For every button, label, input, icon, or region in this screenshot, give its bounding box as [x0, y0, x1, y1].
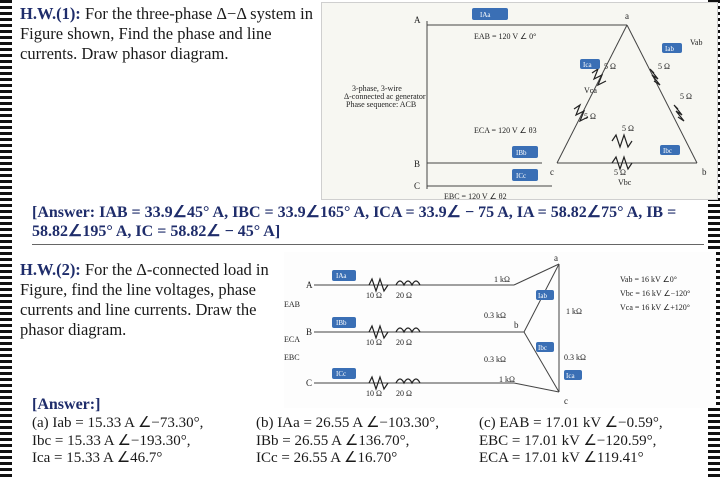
fig2-current-Iab: Iab	[538, 292, 547, 300]
fig2-source-EBC: EBC	[284, 353, 300, 362]
answer-2-part-a	[32, 415, 267, 468]
answer-2c-line-3: ECA = 17.01 kV ∠119.41°	[479, 450, 644, 466]
left-page-border	[0, 0, 12, 477]
fig2-current-IAa: IAa	[336, 272, 347, 280]
fig2-line-x-C: 20 Ω	[396, 389, 412, 398]
answer-2b-line-3: ICc = 26.55 A ∠16.70°	[256, 450, 398, 466]
fig1-res-1: 5 Ω	[604, 62, 616, 71]
fig1-current-Iab: Iab	[665, 45, 674, 53]
fig1-res-5: 5 Ω	[614, 168, 626, 177]
fig1-source-ECA: ECA = 120 V ∠ θ3	[474, 126, 537, 135]
fig2-load-r3: 1 kΩ	[499, 375, 515, 384]
fig1-voltage-Vbc: Vbc	[618, 178, 632, 187]
answer-2c-line-1: (c) EAB = 17.01 kV ∠−0.59°,	[479, 415, 663, 431]
answer-2b-line-2: IBb = 26.55 A ∠136.70°,	[256, 432, 410, 449]
answer-2-part-c	[479, 415, 719, 468]
fig2-line-r-A: 10 Ω	[366, 291, 382, 300]
fig1-generator-label: 3-phase, 3-wire Δ-connected ac generator Phase sequence: ACB	[344, 84, 426, 109]
answer-2c-line-2: EBC = 17.01 kV ∠−120.59°,	[479, 432, 657, 449]
fig2-load-r2: 1 kΩ	[566, 307, 582, 316]
homework-1-text: For the three-phase Δ−Δ system in Figure shown, Find the phase and line currents. Draw phasor diagram.	[20, 4, 313, 63]
fig2-current-ICc: ICc	[336, 370, 347, 378]
answer-2a-line-1: (a) Iab = 15.33 A ∠−73.30°,	[32, 415, 204, 431]
fig2-load-x3: 0.3 kΩ	[484, 355, 506, 364]
figure-1-delta-delta-circuit	[321, 2, 718, 200]
fig1-voltage-Vca: Vca	[584, 86, 597, 95]
homework-2-text: For the Δ-connected load in Figure, find the line voltages, phase currents and line currents. Draw the phasor diagram.	[20, 260, 269, 339]
section-divider	[32, 244, 704, 245]
answer-2b-line-1: (b) IAa = 26.55 A ∠−103.30°,	[256, 415, 440, 431]
fig1-node-c: c	[550, 167, 554, 177]
fig1-current-Ibc: Ibc	[663, 147, 672, 155]
fig1-node-b: b	[702, 167, 707, 177]
answer-2-part-b	[256, 415, 496, 468]
fig2-current-Ibc: Ibc	[538, 344, 547, 352]
fig2-line-x-A: 20 Ω	[396, 291, 412, 300]
fig2-line-r-B: 10 Ω	[366, 338, 382, 347]
fig1-current-IAa: IAa	[480, 11, 491, 19]
fig2-load-r1: 1 kΩ	[494, 275, 510, 284]
fig1-node-B: B	[414, 159, 421, 169]
fig2-given-Vab: Vab = 16 kV ∠0°	[620, 275, 677, 284]
fig2-current-Ica: Ica	[566, 372, 575, 380]
homework-2-heading: H.W.(2):	[20, 260, 81, 279]
document-page	[16, 0, 707, 477]
answer-2a-line-2: Ibc = 15.33 A ∠−193.30°,	[32, 432, 191, 449]
fig2-load-x2: 0.3 kΩ	[564, 353, 586, 362]
fig1-current-ICc: ICc	[516, 172, 527, 180]
fig2-node-C: C	[306, 378, 313, 388]
fig2-node-a: a	[554, 253, 558, 263]
fig2-line-x-B: 20 Ω	[396, 338, 412, 347]
fig2-source-EAB: EAB	[284, 300, 300, 309]
fig2-current-IBb: IBb	[336, 319, 347, 327]
fig1-res-2: 5 Ω	[584, 112, 596, 121]
figure-2-delta-load-circuit	[284, 252, 716, 408]
fig1-source-EAB: EAB = 120 V ∠ 0°	[474, 32, 537, 41]
homework-1-heading: H.W.(1):	[20, 4, 81, 23]
fig1-node-A: A	[414, 15, 421, 25]
fig2-given-Vca: Vca = 16 kV ∠+120°	[620, 303, 690, 312]
fig2-source-ECA: ECA	[284, 335, 300, 344]
homework-1-statement	[20, 4, 320, 64]
fig1-res-4: 5 Ω	[680, 92, 692, 101]
answer-2a-line-3: Ica = 15.33 A ∠46.7°	[32, 450, 163, 466]
fig2-node-A: A	[306, 280, 313, 290]
homework-2-statement	[20, 260, 280, 340]
fig1-res-6: 5 Ω	[622, 124, 634, 133]
answer-1: [Answer: IAB = 33.9∠45° A, IBC = 33.9∠165° A, ICA = 33.9∠ − 75 A, IA = 58.82∠75° A, IB = 58.82∠195° A, IC = 58.82∠ − 45° A]	[32, 204, 677, 240]
fig1-current-IBb: IBb	[516, 149, 527, 157]
fig2-line-r-C: 10 Ω	[366, 389, 382, 398]
fig1-node-C: C	[414, 181, 421, 191]
fig2-node-b: b	[514, 320, 519, 330]
fig2-given-Vbc: Vbc = 16 kV ∠−120°	[620, 289, 691, 298]
fig1-node-a: a	[625, 11, 629, 21]
fig2-node-c: c	[564, 396, 568, 406]
fig2-node-B: B	[306, 327, 313, 337]
fig2-load-x1: 0.3 kΩ	[484, 311, 506, 320]
answer-2-title: [Answer:]	[32, 396, 101, 413]
fig1-res-3: 5 Ω	[658, 62, 670, 71]
fig1-voltage-Vab: Vab	[690, 38, 703, 47]
fig1-source-EBC: EBC = 120 V ∠ θ2	[444, 192, 507, 200]
fig1-current-Ica: Ica	[583, 61, 592, 69]
